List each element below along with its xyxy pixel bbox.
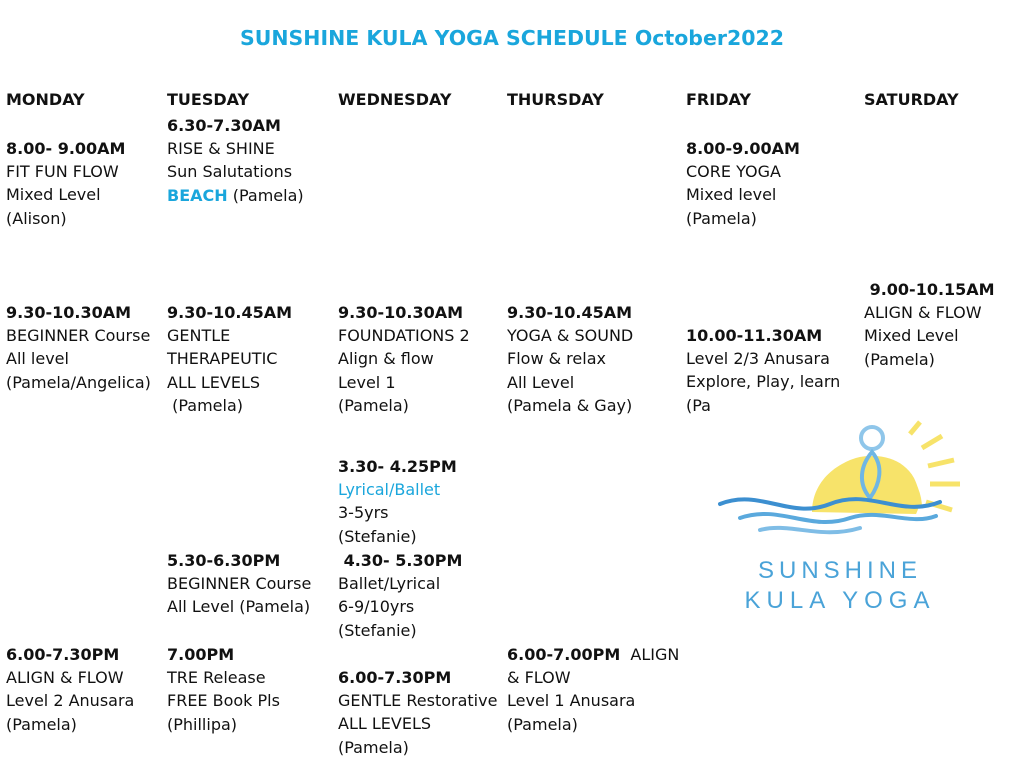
class-name: GENTLE Restorative	[338, 691, 498, 711]
class-description: Sun Salutations	[167, 162, 293, 182]
class-teacher: (Stefanie)	[338, 620, 417, 640]
logo-graphic	[700, 418, 980, 628]
class-teacher: (Pamela)	[864, 349, 935, 369]
class-name: ALIGN & FLOW	[864, 303, 982, 323]
class-teacher: (Pamela)	[227, 185, 304, 205]
class-description: Align & flow	[338, 349, 434, 369]
class-teacher: (Phillipa)	[167, 714, 238, 734]
class-time: 4.30- 5.30PM	[338, 551, 463, 570]
class-name: BEGINNER Course	[6, 326, 151, 346]
class-name: FIT FUN FLOW	[6, 162, 119, 182]
class-teacher: (Pamela)	[338, 395, 409, 415]
class-tuesday-late-afternoon	[167, 549, 311, 619]
class-time: 9.30-10.30AM	[338, 303, 464, 322]
logo-line1: SUNSHINE	[757, 557, 923, 584]
class-name-2: THERAPEUTIC	[167, 349, 278, 369]
class-level: Mixed Level	[6, 185, 101, 205]
day-header-monday: MONDAY	[6, 90, 85, 109]
class-level: ALL LEVELS	[338, 714, 432, 734]
class-level: All Level	[507, 372, 575, 392]
class-friday-morning	[686, 137, 800, 230]
sunshine-kula-yoga-logo	[700, 418, 980, 628]
class-name: Ballet/Lyrical	[338, 574, 441, 594]
class-name: RISE & SHINE	[167, 139, 275, 159]
class-name: ALIGN & FLOW	[6, 668, 124, 688]
day-header-thursday: THURSDAY	[507, 90, 604, 109]
class-name: ALIGN	[620, 645, 680, 664]
class-teacher: (Pamela & Gay)	[507, 395, 633, 415]
class-location-teacher	[167, 184, 304, 207]
class-level: Level 1	[338, 372, 396, 392]
class-level: Level 2/3 Anusara	[686, 349, 830, 369]
beach-highlight: BEACH	[167, 185, 228, 205]
class-time: 6.00-7.00PM	[507, 645, 621, 664]
page-title: SUNSHINE KULA YOGA SCHEDULE October2022	[239, 26, 785, 50]
class-time: 9.30-10.30AM	[6, 303, 132, 322]
day-header-friday: FRIDAY	[686, 90, 751, 109]
class-time: 8.00- 9.00AM	[6, 139, 126, 158]
class-time: 9.30-10.45AM	[507, 303, 633, 322]
day-header-tuesday: TUESDAY	[167, 90, 250, 109]
class-time: 7.00PM	[167, 645, 235, 664]
class-level: Level 2 Anusara	[6, 691, 135, 711]
class-thursday-evening	[507, 643, 679, 736]
class-wednesday-evening	[338, 666, 497, 759]
class-teacher: (Pamela)	[507, 714, 578, 734]
class-age: 3-5yrs	[338, 503, 389, 523]
class-time: 6.00-7.30PM	[6, 645, 120, 664]
class-time: 8.00-9.00AM	[686, 139, 800, 158]
class-tuesday-evening	[167, 643, 280, 736]
class-name: FOUNDATIONS 2	[338, 326, 470, 346]
class-monday-morning	[6, 137, 125, 230]
class-level: Mixed level	[686, 185, 777, 205]
class-time: 9.30-10.45AM	[167, 303, 293, 322]
class-thursday-midmorning	[507, 301, 633, 417]
class-teacher: (Pa	[686, 395, 711, 415]
class-name: GENTLE	[167, 326, 231, 346]
class-tuesday-early	[167, 114, 304, 207]
class-name: BEGINNER Course	[167, 574, 312, 594]
class-name: YOGA & SOUND	[507, 326, 634, 346]
class-friday-midmorning	[686, 324, 856, 418]
class-level: Level 1 Anusara	[507, 691, 636, 711]
class-teacher: (Stefanie)	[338, 526, 417, 546]
class-teacher: (Pamela)	[167, 395, 243, 415]
logo-line2: KULA YOGA	[744, 587, 936, 614]
day-header-saturday: SATURDAY	[864, 90, 959, 109]
class-wednesday-late-afternoon	[338, 549, 462, 642]
class-monday-evening	[6, 643, 134, 736]
class-level-teacher: All Level (Pamela)	[167, 597, 311, 617]
class-level: ALL LEVELS	[167, 372, 261, 392]
class-name-2: & FLOW	[507, 668, 571, 688]
class-name: Lyrical/Ballet	[338, 480, 441, 500]
day-header-wednesday: WEDNESDAY	[338, 90, 452, 109]
class-time: 3.30- 4.25PM	[338, 457, 457, 476]
class-time: 6.30-7.30AM	[167, 116, 281, 135]
class-teacher: (Pamela)	[6, 714, 77, 734]
class-time-line	[507, 643, 679, 666]
class-time: 9.00-10.15AM	[864, 280, 995, 299]
class-monday-midmorning	[6, 301, 151, 394]
class-description: Flow & relax	[507, 349, 606, 369]
class-teacher: (Alison)	[6, 208, 67, 228]
class-level: Mixed Level	[864, 326, 959, 346]
class-name: CORE YOGA	[686, 162, 781, 182]
class-teacher: (Pamela)	[338, 737, 409, 757]
class-teacher: (Pamela/Angelica)	[6, 372, 151, 392]
class-saturday-morning	[864, 278, 995, 371]
class-wednesday-afternoon	[338, 455, 457, 548]
class-teacher: (Pamela)	[686, 208, 757, 228]
class-tuesday-midmorning	[167, 301, 292, 417]
class-time: 6.00-7.30PM	[338, 668, 452, 687]
class-time: 10.00-11.30AM	[686, 326, 823, 345]
class-note: FREE Book Pls	[167, 691, 280, 711]
class-description: Explore, Play, learn	[686, 372, 841, 392]
class-name: TRE Release	[167, 668, 266, 688]
class-wednesday-midmorning	[338, 301, 470, 417]
class-age: 6-9/10yrs	[338, 597, 415, 617]
class-time: 5.30-6.30PM	[167, 551, 281, 570]
class-level: All level	[6, 349, 69, 369]
